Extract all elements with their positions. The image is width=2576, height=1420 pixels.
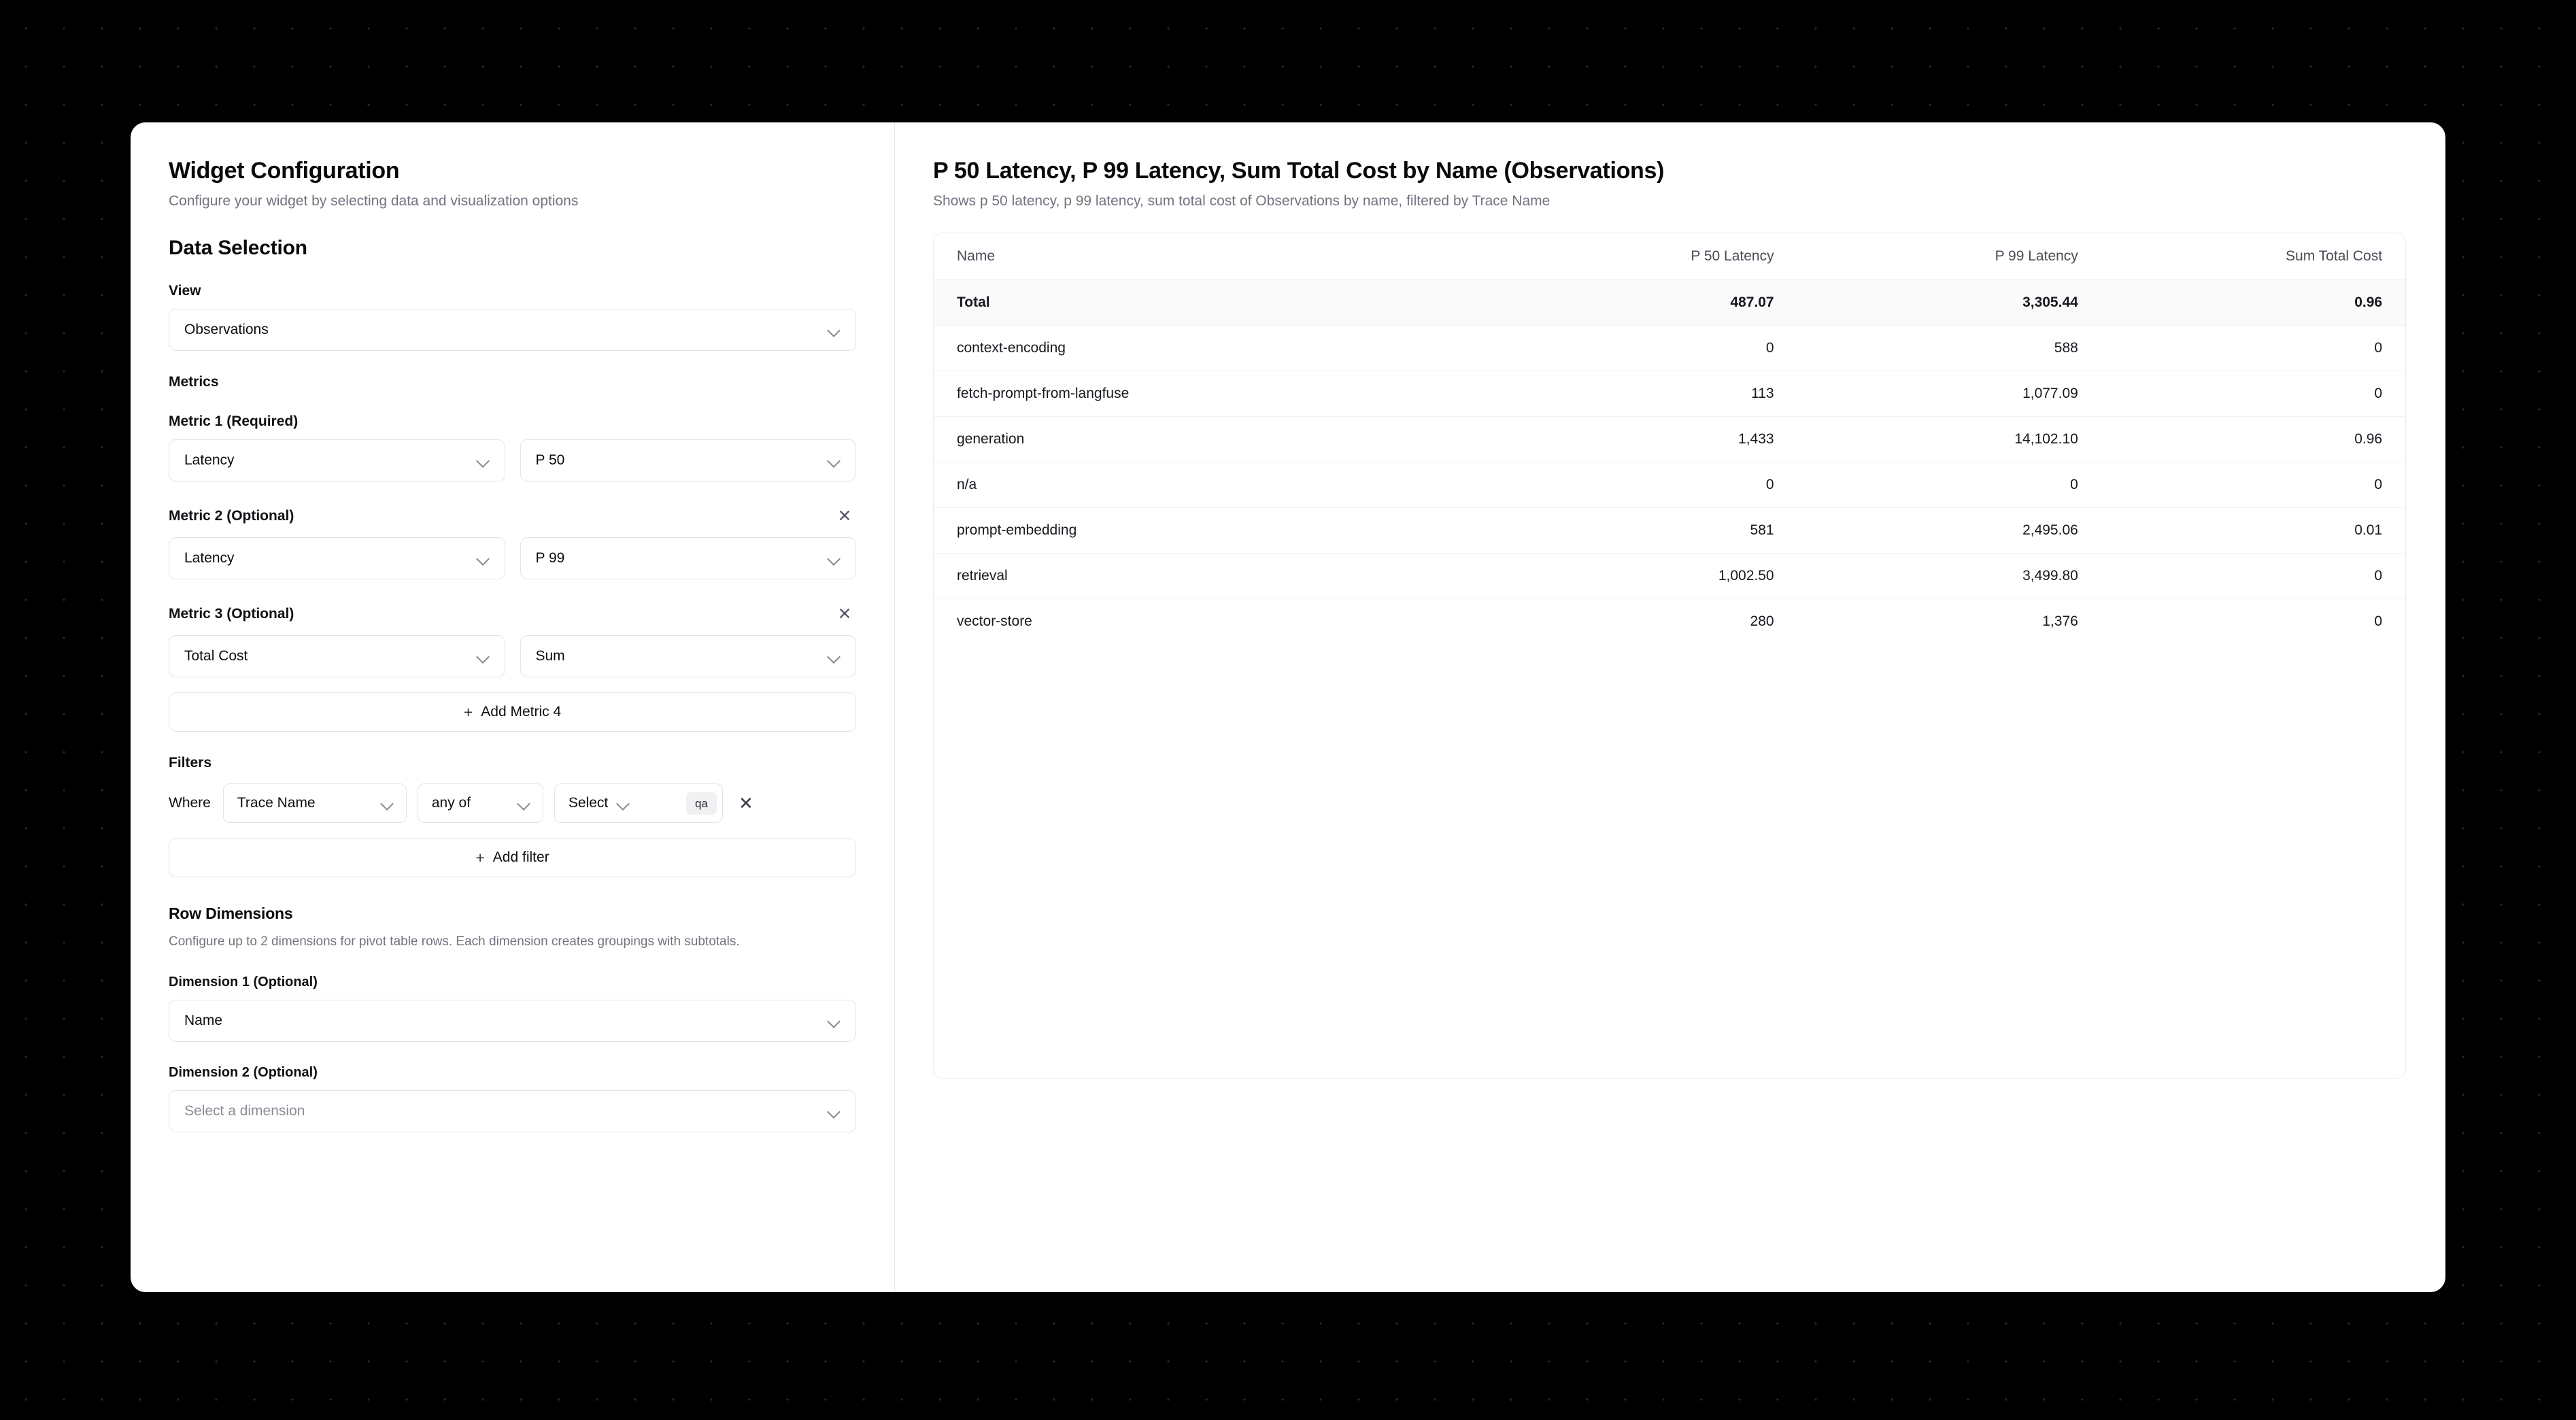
- cell-p50: 280: [1750, 613, 1774, 629]
- table-row[interactable]: [934, 599, 2405, 645]
- table-row[interactable]: [934, 508, 2405, 554]
- cell-p50: 0: [1493, 326, 1797, 371]
- add-filter-label: Add filter: [492, 849, 549, 865]
- chevron-down-icon: [380, 796, 395, 811]
- filter-field-select[interactable]: [223, 783, 407, 823]
- dimension-1-label: Dimension 1 (Optional): [169, 974, 318, 990]
- cell-cost: 0: [2101, 371, 2405, 417]
- filter-operator-select[interactable]: [418, 783, 543, 823]
- metric-1-label: Metric 1 (Required): [169, 413, 299, 429]
- chevron-down-icon: [517, 796, 532, 811]
- cell-p50: 1,002.50: [1493, 554, 1797, 599]
- column-header-cost[interactable]: Sum Total Cost: [2101, 233, 2405, 280]
- dimension-2-select[interactable]: [169, 1090, 856, 1132]
- metric-1-field-select[interactable]: [169, 439, 505, 481]
- chevron-down-icon: [827, 453, 842, 468]
- metric-1-header: [169, 413, 856, 430]
- metric-3-label: Metric 3 (Optional): [169, 606, 294, 622]
- row-dimensions-heading: Row Dimensions: [169, 905, 293, 922]
- metric-3-row: [169, 635, 856, 677]
- chevron-down-icon: [476, 453, 491, 468]
- cell-p99: 1,077.09: [1797, 371, 2101, 417]
- table-header-row: [934, 233, 2405, 280]
- view-select[interactable]: [169, 309, 856, 351]
- filter-field-value: Trace Name: [237, 795, 316, 811]
- add-metric-button[interactable]: [169, 692, 856, 732]
- metric-2-field-value: Latency: [184, 550, 235, 566]
- view-label: View: [169, 283, 201, 299]
- cell-cost: 0.01: [2101, 508, 2405, 554]
- remove-metric-3-button[interactable]: ✕: [837, 604, 852, 624]
- cell-cost: 0: [2101, 554, 2405, 599]
- filter-value-placeholder: Select: [568, 795, 609, 811]
- cell-cost: 0: [2101, 462, 2405, 508]
- chart-title: P 50 Latency, P 99 Latency, Sum Total Cost by Name (Observations): [933, 158, 1665, 184]
- cell-cost: 0: [2374, 613, 2383, 629]
- column-header-p99[interactable]: P 99 Latency: [1797, 233, 2101, 280]
- chevron-down-icon: [476, 551, 491, 566]
- filter-value-inner: [569, 795, 677, 811]
- metric-2-label: Metric 2 (Optional): [169, 508, 294, 524]
- cell-cost: 0.96: [2101, 417, 2405, 462]
- table-row[interactable]: [934, 462, 2405, 508]
- add-metric-label: Add Metric 4: [481, 704, 562, 720]
- cell-name: fetch-prompt-from-langfuse: [934, 371, 1493, 417]
- cell-cost: 0: [2101, 326, 2405, 371]
- cell-name: prompt-embedding: [934, 508, 1493, 554]
- metric-1-aggregation-select[interactable]: [520, 439, 857, 481]
- metric-2-field-select[interactable]: [169, 537, 505, 579]
- metric-3-header: [169, 603, 856, 626]
- chevron-down-icon: [827, 649, 842, 664]
- cell-name: Total: [934, 280, 1493, 326]
- table-row[interactable]: [934, 280, 2405, 326]
- add-filter-button[interactable]: [169, 838, 856, 877]
- dimension-2-label: Dimension 2 (Optional): [169, 1064, 318, 1080]
- metric-1-field-value: Latency: [184, 452, 235, 468]
- metric-2-aggregation-value: P 99: [535, 550, 565, 566]
- filter-value-tag[interactable]: qa: [686, 792, 717, 815]
- chevron-down-icon: [827, 551, 842, 566]
- cell-p50: 581: [1493, 508, 1797, 554]
- table-row[interactable]: [934, 417, 2405, 462]
- data-selection-heading: Data Selection: [169, 237, 307, 259]
- cell-p99: 1,376: [2042, 613, 2078, 629]
- cell-name: n/a: [934, 462, 1493, 508]
- metric-3-aggregation-select[interactable]: [520, 635, 857, 677]
- pivot-table-container: [933, 233, 2406, 1079]
- page-title: Widget Configuration: [169, 158, 400, 184]
- cell-p99: 3,499.80: [1797, 554, 2101, 599]
- filter-operator-value: any of: [431, 795, 471, 811]
- metric-3-field-select[interactable]: [169, 635, 505, 677]
- remove-metric-2-button[interactable]: ✕: [837, 506, 852, 526]
- page-subtitle: Configure your widget by selecting data and visualization options: [169, 193, 579, 209]
- metric-3-aggregation-value: Sum: [535, 648, 565, 664]
- filter-where-label: Where: [169, 795, 211, 811]
- metric-2-aggregation-select[interactable]: [520, 537, 857, 579]
- metric-1-row: [169, 439, 856, 481]
- metrics-label: Metrics: [169, 374, 219, 390]
- cell-cost: 0.96: [2101, 280, 2405, 326]
- widget-builder-card: [131, 122, 2445, 1292]
- dimension-1-select[interactable]: [169, 1000, 856, 1042]
- cell-p50: 0: [1493, 462, 1797, 508]
- cell-p99: 14,102.10: [1797, 417, 2101, 462]
- dimension-2-value: Select a dimension: [184, 1102, 305, 1119]
- table-row[interactable]: [934, 371, 2405, 417]
- cell-p99: 0: [1797, 462, 2101, 508]
- chevron-down-icon: [827, 322, 842, 337]
- table-row[interactable]: [934, 554, 2405, 599]
- pivot-table-head: [934, 233, 2405, 280]
- metric-2-row: [169, 537, 856, 579]
- cell-p50: 487.07: [1493, 280, 1797, 326]
- chevron-down-icon: [827, 1104, 842, 1119]
- cell-name: generation: [934, 417, 1493, 462]
- table-row[interactable]: [934, 326, 2405, 371]
- view-select-value: Observations: [184, 322, 269, 337]
- cell-p50: 1,433: [1493, 417, 1797, 462]
- chevron-down-icon: [616, 796, 631, 811]
- widget-preview-panel: [895, 122, 2445, 1292]
- pivot-table: [934, 233, 2405, 644]
- chevron-down-icon: [476, 649, 491, 664]
- plus-icon: +: [463, 703, 473, 721]
- metric-3-field-value: Total Cost: [184, 648, 248, 664]
- cell-p99: 3,305.44: [1797, 280, 2101, 326]
- cell-p99: 2,495.06: [1797, 508, 2101, 554]
- cell-name: retrieval: [934, 554, 1493, 599]
- dimension-1-value: Name: [184, 1012, 223, 1028]
- chart-subtitle: Shows p 50 latency, p 99 latency, sum total cost of Observations by name, filtered by Trace Name: [933, 193, 1550, 209]
- row-dimensions-help: Configure up to 2 dimensions for pivot table rows. Each dimension creates groupings with subtotals.: [169, 934, 740, 949]
- cell-p50: 113: [1493, 371, 1797, 417]
- cell-name: context-encoding: [934, 326, 1493, 371]
- pivot-table-body: [934, 280, 2405, 645]
- filters-label: Filters: [169, 755, 212, 771]
- metric-2-header: [169, 505, 856, 528]
- cell-name: vector-store: [957, 613, 1032, 629]
- cell-p99: 588: [1797, 326, 2101, 371]
- column-header-name[interactable]: Name: [934, 233, 1493, 280]
- column-header-p50[interactable]: P 50 Latency: [1493, 233, 1797, 280]
- remove-filter-button[interactable]: ✕: [738, 792, 753, 813]
- widget-configuration-panel: [131, 122, 895, 1292]
- filter-value-select[interactable]: [554, 783, 723, 823]
- metric-1-aggregation-value: P 50: [535, 452, 565, 468]
- filter-row: [169, 783, 856, 823]
- chevron-down-icon: [827, 1013, 842, 1028]
- plus-icon: +: [475, 848, 485, 866]
